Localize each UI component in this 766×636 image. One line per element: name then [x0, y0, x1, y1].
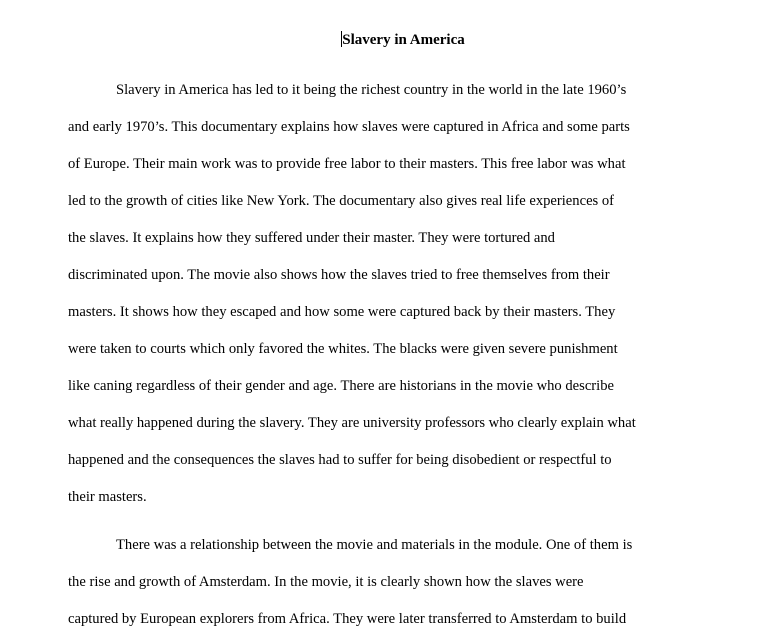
document-title: Slavery in America	[342, 32, 465, 48]
paragraph-line: the slaves. It explains how they suffered under their master. They were tortured and	[68, 230, 555, 246]
paragraph-line: of Europe. Their main work was to provide free labor to their masters. This free labor was what	[68, 156, 626, 172]
paragraph-line: and early 1970’s. This documentary explains how slaves were captured in Africa and some parts	[68, 119, 630, 135]
paragraph-line: the rise and growth of Amsterdam. In the movie, it is clearly shown how the slaves were	[68, 574, 584, 590]
paragraph-line: captured by European explorers from Africa. They were later transferred to Amsterdam to build	[68, 611, 627, 627]
paragraph-line: happened and the consequences the slaves had to suffer for being disobedient or respectful to	[68, 452, 612, 468]
paragraph-line: led to the growth of cities like New York. The documentary also gives real life experiences of	[68, 193, 615, 209]
paragraph-line: were taken to courts which only favored the whites. The blacks were given severe punishment	[68, 341, 618, 357]
paragraph-line: masters. It shows how they escaped and how some were captured back by their masters. They	[68, 304, 616, 320]
paragraph-line: discriminated upon. The movie also shows how the slaves tried to free themselves from their	[68, 267, 610, 283]
paragraph-1	[68, 72, 696, 516]
paragraph-2	[68, 527, 696, 636]
document-title-row	[0, 31, 766, 49]
paragraph-line: There was a relationship between the movie and materials in the module. One of them is	[116, 537, 633, 553]
paragraph-line: Slavery in America has led to it being the richest country in the world in the late 1960’s	[116, 82, 627, 98]
paragraph-line: like caning regardless of their gender and age. There are historians in the movie who describe	[68, 378, 614, 394]
paragraph-line: their masters.	[68, 489, 147, 505]
paragraph-line: what really happened during the slavery. They are university professors who clearly explain what	[68, 415, 636, 431]
